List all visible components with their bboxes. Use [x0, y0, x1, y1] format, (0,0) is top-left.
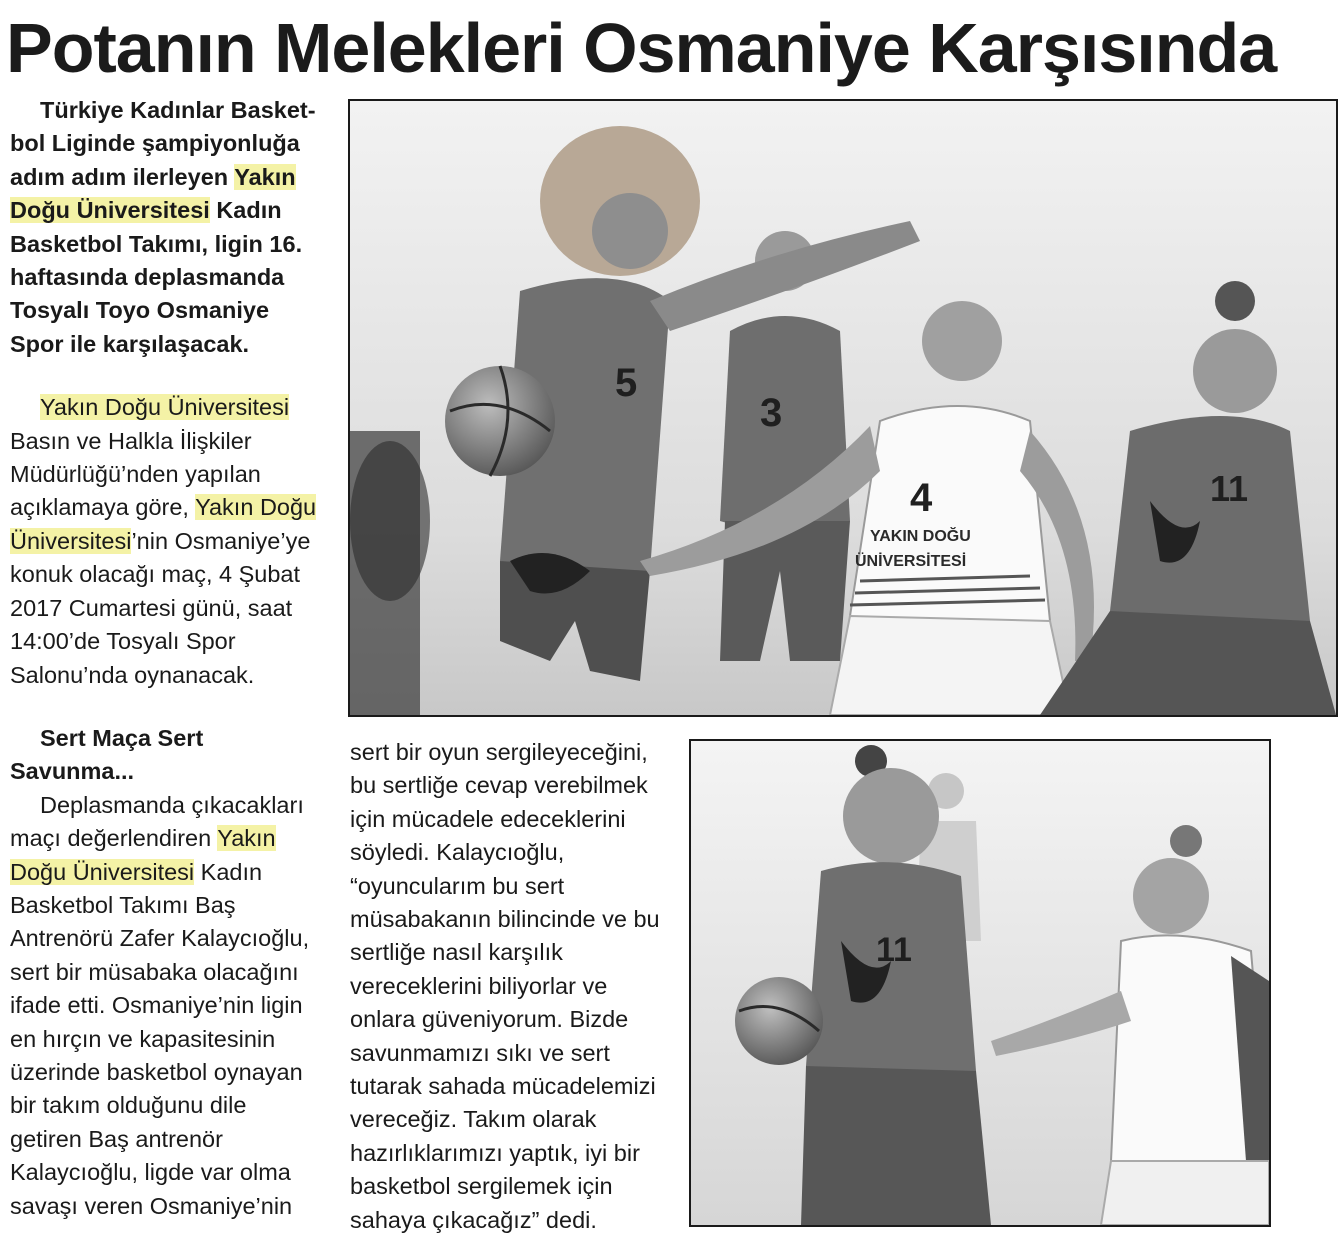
- lead-text: Türkiye Kadınlar Basket-bol Liginde şampiyonluğa adım adım ilerleyen: [10, 97, 316, 190]
- jersey-number-11-second: 11: [876, 931, 912, 969]
- highlighted-name: Yakın Doğu Üniversitesi: [10, 494, 317, 554]
- highlighted-name: Yakın Doğu Üniversitesi: [40, 394, 290, 421]
- headline: Potanın Melekleri Osmaniye Karşısında: [6, 9, 1277, 87]
- highlighted-name: Yakın Doğu Üniversitesi: [10, 163, 296, 224]
- body-paragraph-continued: sert bir oyun sergileyeceğini, bu sertliğe cevap verebilmek için mücadele edeceklerini söyledi. Kalaycıoğlu, “oyuncularım bu sert müsabakanın bilincinde ve bu sertliğe nasıl karşılık vereceklerini biliyorlar ve onlara güveniyorum. Bizde savunmamızı sıkı ve sert tutarak sahada mücadelemizi vereceğiz. Takım olarak hazırlıklarımızı yaptık, iyi bir basketbol sergilemek için sahaya çıkacağız” dedi.: [350, 739, 660, 1233]
- subheading: Sert Maça Sert Savunma...: [10, 724, 204, 785]
- para3-text: Deplasmanda çıkacakları maçı değerlendiren: [10, 791, 304, 852]
- article-column-1: [10, 94, 320, 1223]
- jersey-number-4: 4: [910, 476, 933, 520]
- para2-text: ’nin Osmaniye’ye konuk olacağı maç, 4 Şubat 2017 Cumartesi günü, saat 14:00’de Tosyalı Spor Salonu’nda oynanacak.: [10, 527, 311, 688]
- lead-text: Kadın Basketbol Takımı, ligin 16. haftasında deplasmanda Tosyalı Toyo Osmaniye Spor ile karşılaşacak.: [10, 197, 303, 357]
- jersey-number-3: 3: [760, 391, 783, 435]
- body-paragraph-2: [10, 391, 320, 692]
- jersey-text-universitesi: ÜNİVERSİTESİ: [855, 553, 967, 570]
- article-column-2: [350, 736, 670, 1237]
- main-photo-illustration: [350, 101, 1336, 715]
- para2-text: Basın ve Halkla İlişkiler Müdürlüğü’nden yapılan açıklamaya göre,: [10, 427, 261, 521]
- jersey-text-yakin-dogu: YAKIN DOĞU: [870, 528, 971, 545]
- main-photo-basketball-players: [348, 99, 1338, 717]
- jersey-number-5: 5: [615, 361, 638, 405]
- para3-text: Kadın Basketbol Takımı Baş Antrenörü Zafer Kalaycıoğlu, sert bir müsabaka olacağını ifade etti. Osmaniye’nin ligin en hırçın ve kapasitesinin üzerinde basketbol oynayan bir takım olduğunu dile getiren Baş antrenör Kalaycıoğlu, ligde var olma savaşı veren Osmaniye’nin: [10, 858, 310, 1219]
- body-paragraph-3: [10, 789, 320, 1223]
- second-photo-basketball-players: [689, 739, 1271, 1227]
- second-photo-illustration: [691, 741, 1269, 1225]
- highlighted-name: Yakın Doğu Üniversitesi: [10, 825, 276, 885]
- lead-paragraph: [10, 94, 320, 361]
- basketball-second: [735, 977, 823, 1065]
- jersey-number-11: 11: [1210, 468, 1249, 509]
